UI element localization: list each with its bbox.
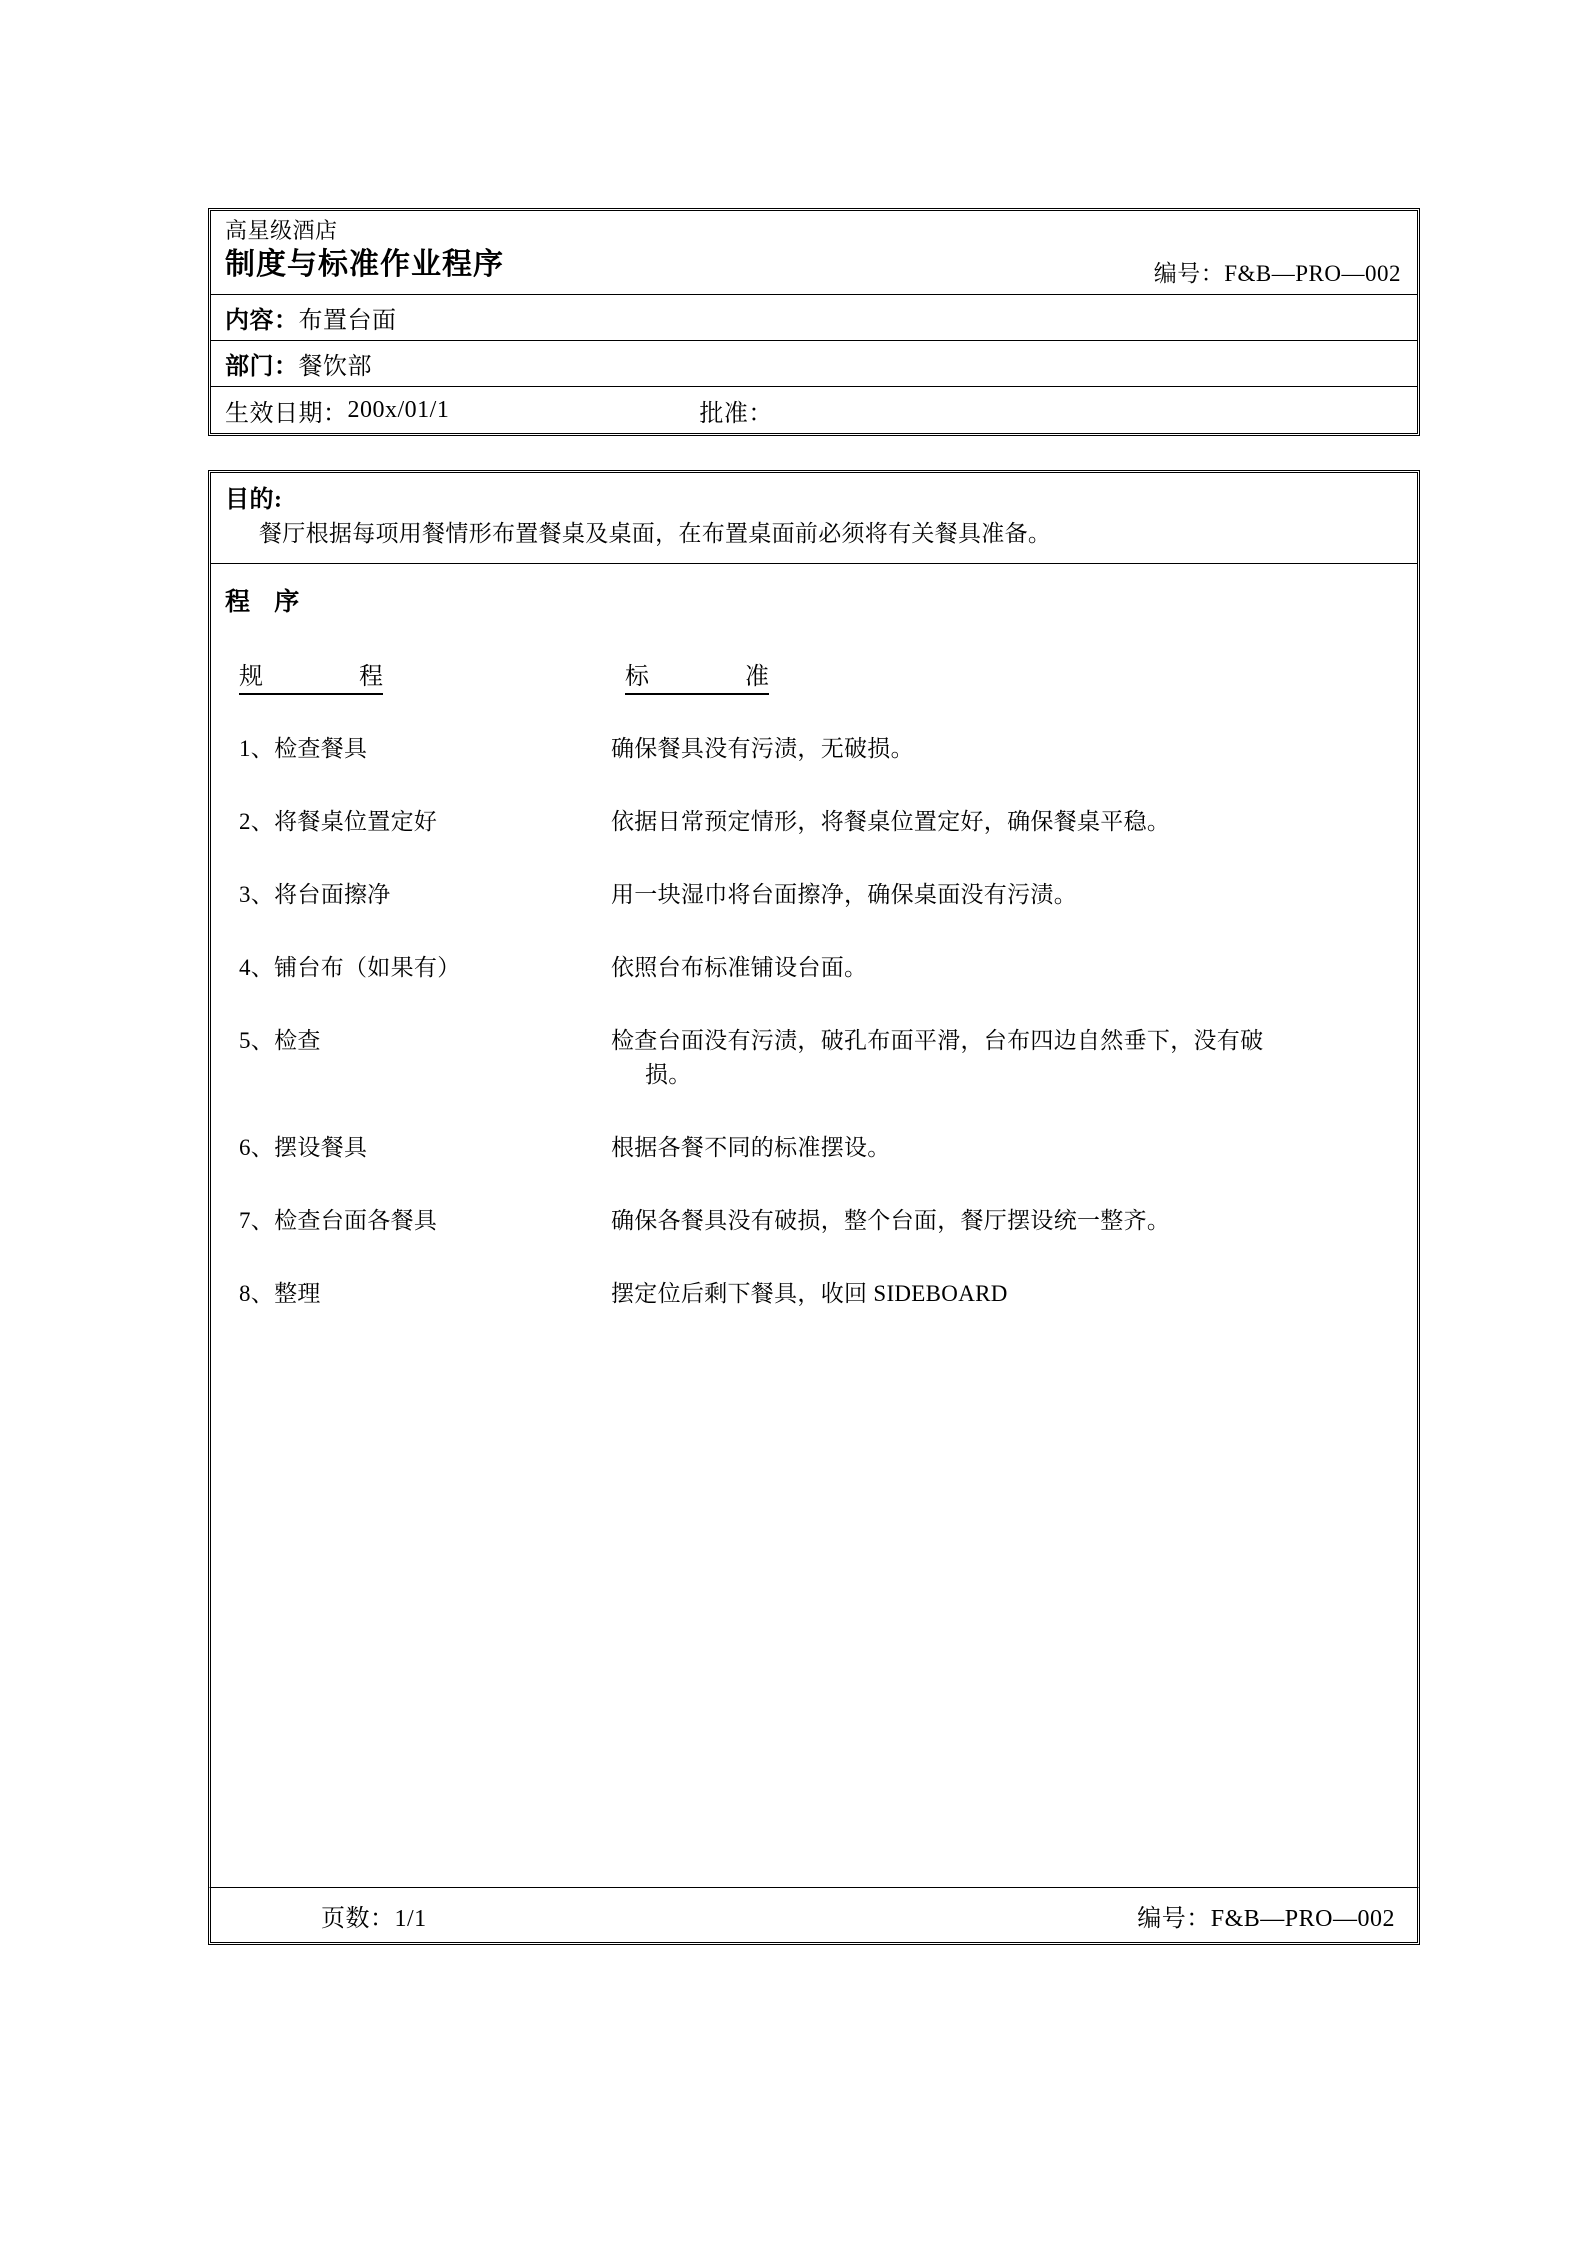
procedure-item bbox=[225, 1204, 1403, 1238]
procedure-step: 4、铺台布（如果有） bbox=[239, 955, 461, 980]
document-header-table bbox=[208, 208, 1420, 436]
procedure-step: 2、将餐桌位置定好 bbox=[239, 809, 438, 834]
procedure-item bbox=[225, 878, 1403, 912]
procedure-standard-line: 用一块湿巾将台面擦净，确保桌面没有污渍。 bbox=[611, 882, 1077, 907]
procedure-standard bbox=[611, 1131, 1403, 1165]
column-header-standard: 标 准 bbox=[625, 656, 769, 695]
procedure-standard bbox=[611, 878, 1403, 912]
department-row bbox=[211, 341, 1417, 387]
header-document-number: 编号：F&B—PRO—002 bbox=[1153, 261, 1401, 286]
effective-date-row bbox=[211, 387, 1417, 433]
procedure-standard-line: 确保餐具没有污渍，无破损。 bbox=[611, 736, 914, 761]
procedure-standard bbox=[611, 1204, 1403, 1238]
department-label: 部门： bbox=[225, 354, 299, 380]
procedure-item bbox=[225, 1277, 1403, 1311]
footer-document-number: 编号：F&B—PRO—002 bbox=[1137, 1905, 1395, 1932]
procedure-standard-line: 摆定位后剩下餐具，收回 SIDEBOARD bbox=[611, 1281, 1008, 1306]
procedure-step: 7、检查台面各餐具 bbox=[239, 1208, 438, 1233]
document-title: 制度与标准作业程序 bbox=[225, 248, 504, 281]
procedure-item bbox=[225, 1131, 1403, 1165]
procedure-standard-line: 检查台面没有污渍，破孔布面平滑，台布四边自然垂下，没有破 bbox=[611, 1028, 1264, 1053]
procedure-step: 6、摆设餐具 bbox=[239, 1135, 368, 1160]
procedure-list bbox=[225, 732, 1403, 1311]
procedure-section bbox=[211, 564, 1417, 1886]
procedure-standard-line: 依照台布标准铺设台面。 bbox=[611, 955, 868, 980]
procedure-standard bbox=[611, 805, 1403, 839]
procedure-step: 3、将台面擦净 bbox=[239, 882, 391, 907]
purpose-section bbox=[211, 473, 1417, 564]
procedure-standard-line: 根据各餐不同的标准摆设。 bbox=[611, 1135, 891, 1160]
procedure-step: 5、检查 bbox=[239, 1028, 321, 1053]
procedure-item bbox=[225, 805, 1403, 839]
department-value: 餐饮部 bbox=[298, 354, 372, 380]
content-row bbox=[211, 295, 1417, 341]
purpose-text: 餐厅根据每项用餐情形布置餐桌及桌面，在布置桌面前必须将有关餐具准备。 bbox=[259, 521, 1052, 546]
approval-label: 批准： bbox=[699, 400, 773, 427]
effective-date-value: 200x/01/1 bbox=[347, 396, 450, 423]
content-label: 内容： bbox=[225, 308, 299, 334]
procedure-standard bbox=[611, 951, 1403, 985]
procedure-standard bbox=[611, 1277, 1403, 1311]
procedure-step: 8、整理 bbox=[239, 1281, 321, 1306]
effective-date-label: 生效日期： bbox=[225, 400, 348, 427]
document-footer bbox=[208, 1887, 1420, 1945]
procedure-standard bbox=[611, 1024, 1403, 1092]
procedure-standard-continuation: 损。 bbox=[645, 1062, 692, 1087]
procedure-item bbox=[225, 951, 1403, 985]
hotel-name: 高星级酒店 bbox=[225, 218, 338, 243]
procedure-step: 1、检查餐具 bbox=[239, 736, 368, 761]
document-body-table bbox=[208, 470, 1420, 1945]
content-value: 布置台面 bbox=[298, 308, 397, 334]
procedure-standard bbox=[611, 732, 1403, 766]
footer-page-number: 页数：1/1 bbox=[321, 1905, 427, 1932]
procedure-item bbox=[225, 732, 1403, 766]
column-header-regulation: 规 程 bbox=[239, 656, 383, 695]
header-title-row bbox=[211, 211, 1417, 295]
procedure-heading: 程 序 bbox=[225, 589, 309, 616]
procedure-standard-line: 依据日常预定情形，将餐桌位置定好，确保餐桌平稳。 bbox=[611, 809, 1171, 834]
procedure-item bbox=[225, 1024, 1403, 1092]
procedure-standard-line: 确保各餐具没有破损，整个台面，餐厅摆设统一整齐。 bbox=[611, 1208, 1171, 1233]
procedure-column-headers bbox=[225, 656, 1403, 702]
purpose-title: 目的: bbox=[225, 487, 283, 513]
